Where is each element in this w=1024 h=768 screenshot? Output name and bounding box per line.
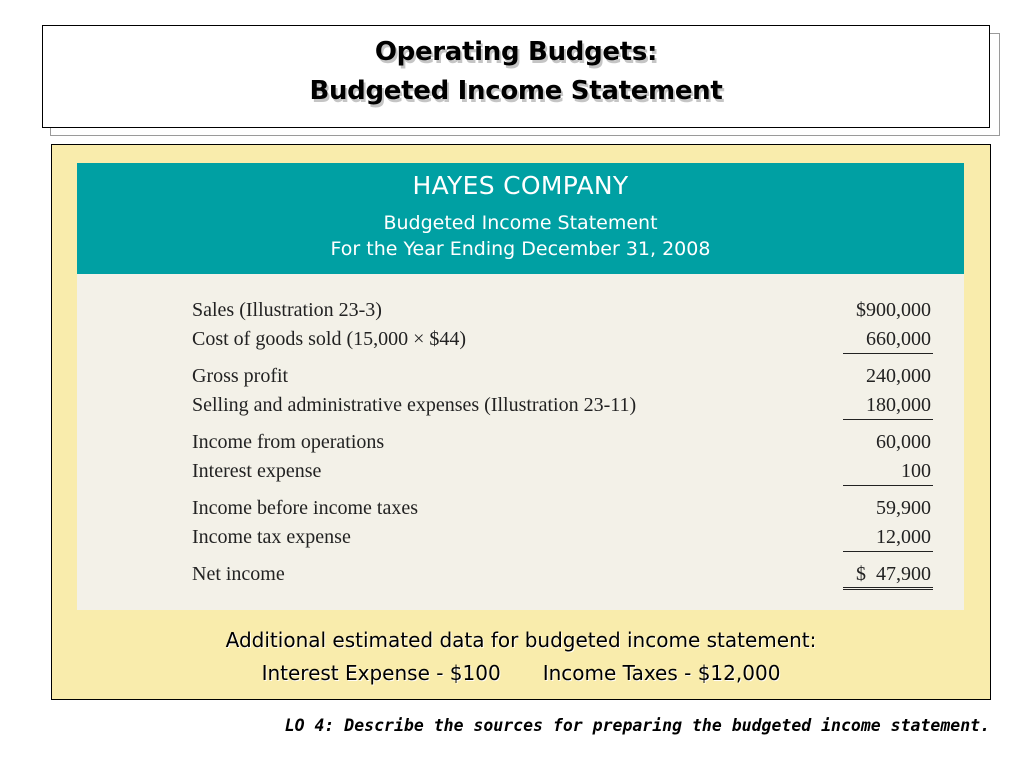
row-label: Cost of goods sold (15,000 × $44) <box>192 328 467 350</box>
statement-period: For the Year Ending December 31, 2008 <box>330 238 711 260</box>
row-amount: $900,000 <box>856 299 931 321</box>
slide-title-line-2: Budgeted Income Statement <box>309 76 723 106</box>
additional-data-values <box>52 661 990 685</box>
row-label: Net income <box>192 563 285 585</box>
row-amount: 180,000 <box>843 394 933 420</box>
statement-row-net-income <box>192 563 933 591</box>
statement-row-sales <box>192 299 933 327</box>
row-label: Selling and administrative expenses (Illustration 23-11) <box>192 394 637 416</box>
statement-row-cogs <box>192 328 933 356</box>
row-amount: 12,000 <box>843 526 933 552</box>
statement-row-gross-profit <box>192 365 933 393</box>
statement-row-selling-admin <box>192 394 933 422</box>
additional-data-heading: Additional estimated data for budgeted income statement: <box>225 628 817 652</box>
row-label: Income before income taxes <box>192 497 419 519</box>
title-box <box>42 25 990 128</box>
interest-expense-note: Interest Expense - $100 <box>261 661 501 685</box>
row-label: Income from operations <box>192 431 385 453</box>
slide-title-line-1: Operating Budgets: <box>374 37 658 67</box>
row-label: Income tax expense <box>192 526 351 548</box>
income-taxes-note: Income Taxes - $12,000 <box>542 661 781 685</box>
content-panel <box>51 144 991 700</box>
statement-row-interest <box>192 460 933 488</box>
statement-row-income-tax <box>192 526 933 554</box>
row-amount: 240,000 <box>866 365 931 387</box>
row-amount: $ 47,900 <box>843 563 933 590</box>
statement-title: Budgeted Income Statement <box>383 212 658 234</box>
statement-body <box>77 274 964 610</box>
company-name: HAYES COMPANY <box>412 171 629 200</box>
statement-row-income-operations <box>192 431 933 459</box>
row-amount: 59,900 <box>876 497 931 519</box>
statement-header <box>77 163 964 274</box>
row-label: Sales (Illustration 23-3) <box>192 299 382 321</box>
row-amount: 660,000 <box>843 328 933 354</box>
learning-objective-footer: LO 4: Describe the sources for preparing the budgeted income statement. <box>284 716 990 735</box>
row-amount: 100 <box>843 460 933 486</box>
row-label: Gross profit <box>192 365 289 387</box>
statement-row-income-before-taxes <box>192 497 933 525</box>
row-label: Interest expense <box>192 460 322 482</box>
row-amount: 60,000 <box>876 431 931 453</box>
